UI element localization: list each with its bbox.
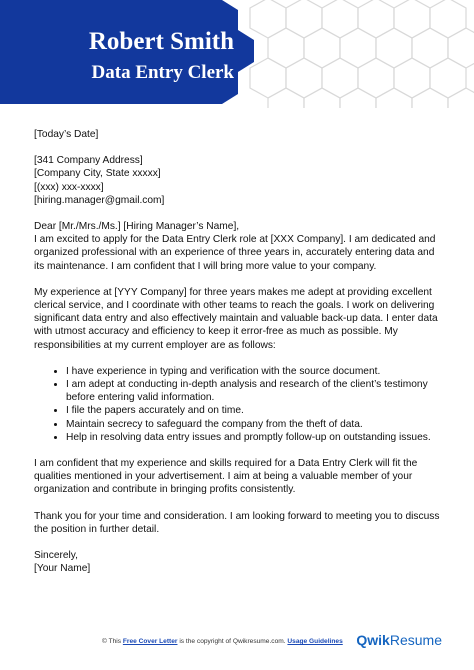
paragraph-thanks: Thank you for your time and consideration. I am looking forward to meeting you to discuss the position in further detail. (34, 510, 440, 535)
list-item: • I am adept at conducting in-depth analysis and research of the client’s testimony before entering valid information. (66, 378, 444, 404)
free-cover-letter-link[interactable]: Free Cover Letter (122, 638, 178, 645)
qwikresume-logo (356, 632, 442, 648)
address-line: [(xxx) xxx-xxxx] (34, 181, 104, 193)
paragraph-experience: My experience at [YYY Company] for three years makes me adept at providing excellent clerical service, and I coordinate with other teams to reach the goals. I work on delivering significant data entry and also effectively maintain and valuable back-up data. I enter data with utmost accuracy and efficiency to keep it error-free as much as possible. My responsibilities at my current employer are as follows: (34, 286, 438, 351)
header-graphic (0, 0, 474, 108)
logo-wik: wik (367, 632, 390, 648)
job-title: Data Entry Clerk (91, 62, 234, 83)
address-line: [Company City, State xxxxx] (34, 168, 161, 180)
logo-resume: Resume (389, 632, 442, 648)
list-item: • I have experience in typing and verification with the source document. (66, 365, 444, 378)
paragraph-intro: I am excited to apply for the Data Entry Clerk role at [XXX Company]. I am dedicated and organized professional with an experience of three years in, accurately entering data and its maintenance. I am confident that I will bring more value to your company. (34, 234, 436, 272)
paragraph-fit: I am confident that my experience and skills required for a Data Entry Clerk will fit the qualities mentioned in your advertisement. I aim at being a valuable member of your organization and contribute in bringing profits consistently. (34, 458, 418, 496)
list-item: • Maintain secrecy to safeguard the company from the theft of data. (66, 418, 444, 431)
address-line: [hiring.manager@gmail.com] (34, 194, 165, 206)
list-item: • Help in resolving data entry issues and promptly follow-up on outstanding issues. (66, 431, 444, 444)
page-footer (0, 632, 474, 654)
signature: [Your Name] (34, 563, 91, 575)
hexagon-pattern (250, 0, 474, 108)
copyright-middle: is the copyright of Qwikresume.com. (177, 638, 288, 645)
closing: Sincerely, (34, 550, 78, 562)
letter-body (34, 128, 444, 575)
resume-header (0, 0, 474, 108)
logo-q: Q (356, 632, 368, 648)
copyright-notice (102, 638, 343, 645)
applicant-name: Robert Smith (88, 28, 234, 55)
responsibilities-list (34, 365, 444, 444)
list-item: • I file the papers accurately and on time. (66, 404, 444, 417)
address-line: [341 Company Address] (34, 155, 143, 167)
copyright-prefix: © This (102, 638, 123, 645)
letter-date: [Today’s Date] (34, 129, 99, 140)
usage-guidelines-link[interactable]: Usage Guidelines (287, 638, 343, 645)
salutation: Dear [Mr./Mrs./Ms.] [Hiring Manager’s Name], (34, 221, 240, 233)
